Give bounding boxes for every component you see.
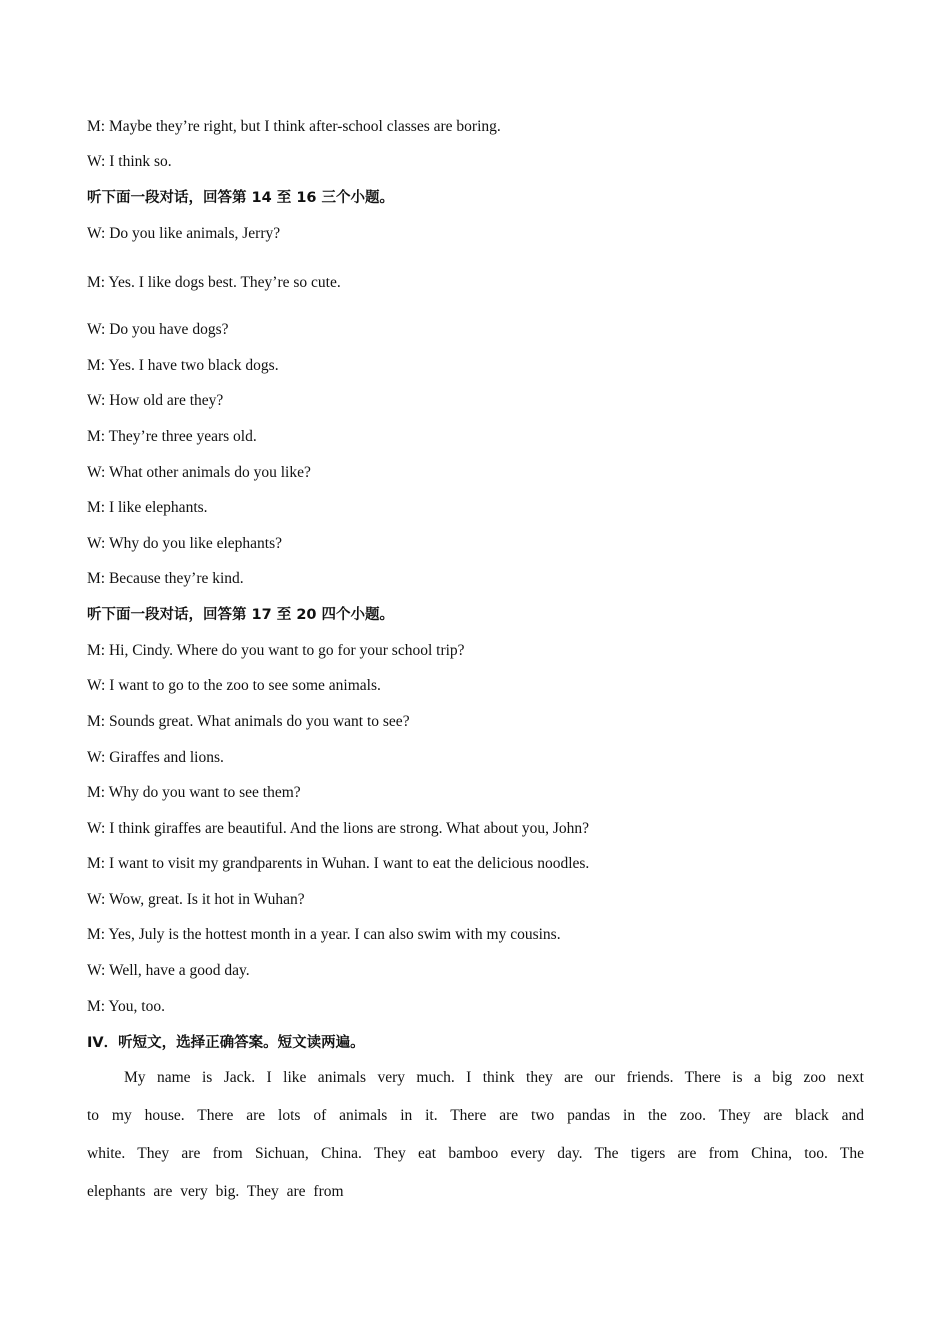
dialogue-line: W: Well, have a good day. (87, 962, 250, 979)
dialogue-line: W: I think giraffes are beautiful. And the lions are strong. What about you, John? (87, 820, 590, 837)
dialogue-line: M: Yes. I have two black dogs. (87, 357, 279, 374)
dialogue-line: M: They’re three years old. (87, 428, 257, 445)
dialogue-line: W: Do you have dogs? (87, 321, 229, 338)
passage-line: elephants are very big. They are from (87, 1183, 344, 1200)
dialogue-line: M: Because they’re kind. (87, 570, 244, 587)
passage-line: My name is Jack. I like animals very much. I think they are our friends. There is a big zoo next (124, 1069, 864, 1086)
dialogue-line: W: Wow, great. Is it hot in Wuhan? (87, 891, 305, 908)
dialogue-line: W: I want to go to the zoo to see some animals. (87, 677, 381, 694)
dialogue-line: M: I want to visit my grandparents in Wuhan. I want to eat the delicious noodles. (87, 855, 590, 872)
dialogue-line: M: Hi, Cindy. Where do you want to go for your school trip? (87, 642, 465, 659)
passage-line: white. They are from Sichuan, China. They eat bamboo every day. The tigers are from China, too. The (87, 1145, 864, 1162)
dialogue-line: M: Yes, July is the hottest month in a year. I can also swim with my cousins. (87, 926, 561, 943)
passage-paragraph (87, 1059, 864, 1211)
dialogue-line: W: Do you like animals, Jerry? (87, 225, 281, 242)
dialogue-line: W: How old are they? (87, 392, 224, 409)
dialogue-line: M: Why do you want to see them? (87, 784, 301, 801)
dialogue-line: M: Sounds great. What animals do you want to see? (87, 713, 410, 730)
dialogue-line: W: Why do you like elephants? (87, 535, 282, 552)
dialogue-line: W: What other animals do you like? (87, 464, 311, 481)
dialogue-line: M: Maybe they’re right, but I think after-school classes are boring. (87, 118, 501, 135)
section-heading-iv: IV．听短文，选择正确答案。短文读两遍。 (87, 1035, 365, 1051)
dialogue-line: W: Giraffes and lions. (87, 749, 224, 766)
dialogue-line: M: You, too. (87, 998, 165, 1015)
dialogue-line: M: Yes. I like dogs best. They’re so cute. (87, 274, 341, 291)
dialogue-line: W: I think so. (87, 153, 172, 170)
passage-line: to my house. There are lots of animals in it. There are two pandas in the zoo. They are black and (87, 1107, 864, 1124)
section-heading-14-16: 听下面一段对话，回答第 14 至 16 三个小题。 (87, 190, 395, 206)
section-heading-17-20: 听下面一段对话，回答第 17 至 20 四个小题。 (87, 607, 395, 623)
dialogue-line: M: I like elephants. (87, 499, 208, 516)
